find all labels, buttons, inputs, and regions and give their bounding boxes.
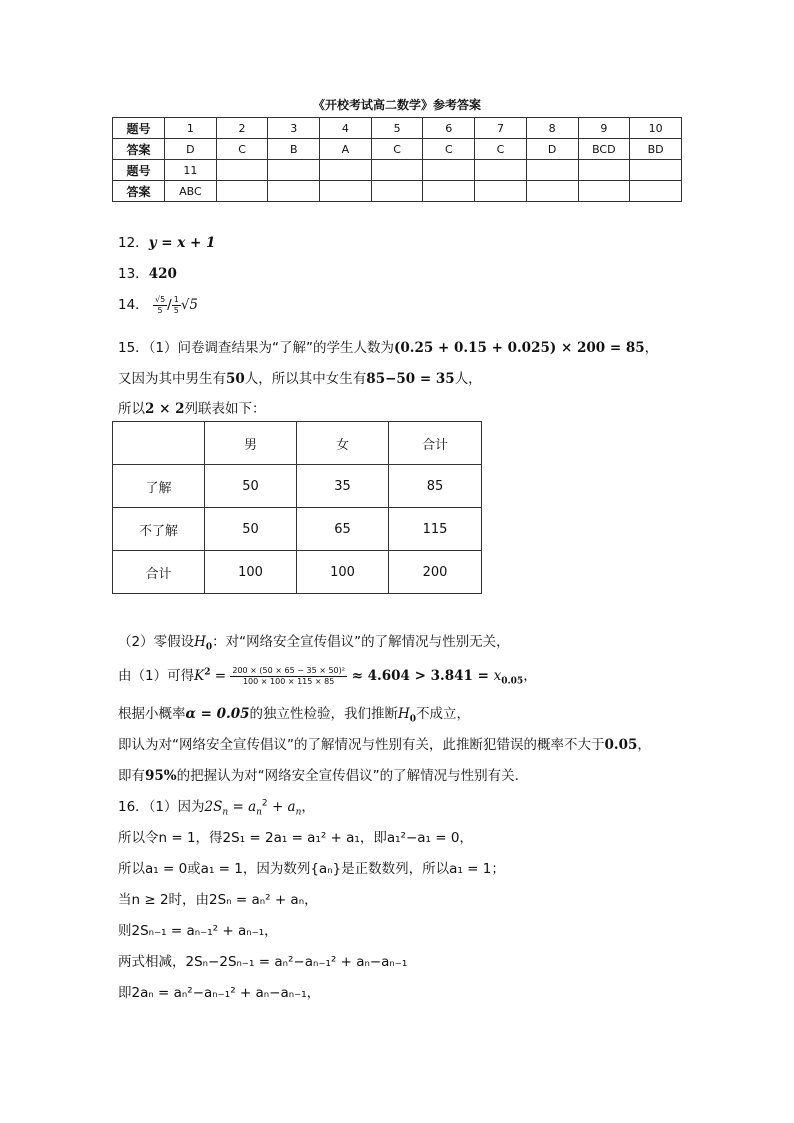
table-cell: 100 bbox=[297, 551, 389, 594]
fraction-denominator: 5 bbox=[173, 305, 179, 315]
math-expr: (0.25 + 0.15 + 0.025) × 200 = 85 bbox=[394, 340, 645, 356]
question-number: 7 bbox=[475, 118, 527, 139]
table-cell: 50 bbox=[205, 508, 297, 551]
row-label: 不了解 bbox=[113, 508, 205, 551]
answer-14-number: 14． bbox=[118, 297, 149, 313]
table-cell: 35 bbox=[297, 465, 389, 508]
answer-15-line-1 bbox=[118, 336, 658, 356]
math-expr: 85−50 = 35 bbox=[366, 371, 455, 387]
table-row bbox=[113, 465, 482, 508]
text-span: 的把握认为对“网络安全宣传倡议”的了解情况与性别有关. bbox=[176, 768, 519, 784]
answer-cell: D bbox=[165, 139, 217, 160]
math-expr: 95% bbox=[145, 768, 177, 784]
question-number: 11 bbox=[165, 160, 217, 181]
answer-cell: BD bbox=[630, 139, 682, 160]
row-label: 了解 bbox=[113, 465, 205, 508]
math-expr: 2 × 2 bbox=[145, 401, 185, 417]
math-symbol: H bbox=[194, 634, 206, 650]
table-cell: 100 bbox=[205, 551, 297, 594]
text-span: 列联表如下： bbox=[184, 401, 266, 417]
answer-cell: D bbox=[526, 139, 578, 160]
question-number bbox=[475, 160, 527, 181]
page-title: 《开校考试高二数学》参考答案 bbox=[312, 98, 481, 112]
answer-12 bbox=[118, 231, 215, 251]
answer-15-part-2-line-4 bbox=[118, 733, 651, 753]
answer-14-fraction-2 bbox=[172, 295, 181, 316]
contingency-table-header bbox=[113, 422, 482, 465]
answer-16-line-4: 当n ≥ 2时，由2Sₙ = aₙ² + aₙ， bbox=[118, 892, 318, 908]
math-subscript: 0 bbox=[205, 642, 213, 653]
answer-cell: A bbox=[320, 139, 372, 160]
question-number bbox=[526, 160, 578, 181]
question-number: 8 bbox=[526, 118, 578, 139]
header-cell: 女 bbox=[297, 422, 389, 465]
question-number bbox=[423, 160, 475, 181]
text-span: 16．（1）因为 bbox=[118, 799, 205, 815]
text-span: 不成立， bbox=[416, 706, 471, 722]
math-subscript: n bbox=[295, 807, 302, 818]
answer-14 bbox=[118, 293, 198, 316]
text-span: ， bbox=[523, 668, 537, 684]
answer-cell bbox=[578, 181, 630, 202]
answer-15-part-2-line-2 bbox=[118, 664, 537, 687]
math-expr: 50 bbox=[226, 371, 245, 387]
math-subscript: n bbox=[222, 807, 229, 818]
answer-cell: BCD bbox=[578, 139, 630, 160]
math-subscript: 0.05 bbox=[501, 676, 524, 687]
answer-table-answer-row-2 bbox=[113, 181, 682, 202]
answer-16-line-5: 则2Sₙ₋₁ = aₙ₋₁² + aₙ₋₁， bbox=[118, 923, 278, 939]
text-span: 根据小概率 bbox=[118, 706, 186, 722]
question-number bbox=[320, 160, 372, 181]
row-label: 题号 bbox=[113, 118, 165, 139]
answer-cell: C bbox=[475, 139, 527, 160]
fraction-numerator: 1 bbox=[173, 294, 179, 304]
text-span: 人，所以其中女生有 bbox=[244, 371, 367, 387]
question-number: 2 bbox=[216, 118, 268, 139]
answer-15-part-2-line-1 bbox=[118, 630, 510, 653]
answer-16-line-6: 两式相减，2Sₙ−2Sₙ₋₁ = aₙ²−aₙ₋₁² + aₙ−aₙ₋₁ bbox=[118, 954, 408, 970]
question-number: 6 bbox=[423, 118, 475, 139]
contingency-table bbox=[112, 421, 482, 594]
fraction-denominator: 100 × 100 × 115 × 85 bbox=[242, 676, 335, 686]
question-number: 3 bbox=[268, 118, 320, 139]
answer-16-line-3: 所以a₁ = 0或a₁ = 1，因为数列{aₙ}是正数数列，所以a₁ = 1； bbox=[118, 861, 505, 877]
question-number bbox=[630, 160, 682, 181]
text-span: 即有 bbox=[118, 768, 145, 784]
answer-cell bbox=[268, 181, 320, 202]
answer-15-part-2-line-3 bbox=[118, 702, 470, 725]
answer-cell: B bbox=[268, 139, 320, 160]
text-span: 人， bbox=[454, 371, 482, 387]
answer-cell bbox=[371, 181, 423, 202]
answer-14-fraction-1 bbox=[153, 295, 167, 316]
row-label: 题号 bbox=[113, 160, 165, 181]
answer-15-line-2 bbox=[118, 367, 482, 387]
answer-13-expr: 420 bbox=[148, 266, 177, 282]
question-number: 10 bbox=[630, 118, 682, 139]
text-span: 所以 bbox=[118, 401, 145, 417]
answer-14-tail: √5 bbox=[180, 297, 199, 313]
answer-cell bbox=[630, 181, 682, 202]
text-span: ， bbox=[644, 340, 659, 356]
answer-table-answer-row-1 bbox=[113, 139, 682, 160]
text-span: （2）零假设 bbox=[118, 634, 195, 650]
answer-cell: C bbox=[371, 139, 423, 160]
answer-table-number-row-2 bbox=[113, 160, 682, 181]
answer-cell: ABC bbox=[165, 181, 217, 202]
header-cell: 男 bbox=[205, 422, 297, 465]
table-cell: 85 bbox=[389, 465, 482, 508]
header-cell bbox=[113, 422, 205, 465]
math-expr: 0.05 bbox=[604, 737, 638, 753]
math-symbol: H bbox=[397, 706, 410, 722]
answer-13-number: 13． bbox=[118, 266, 149, 282]
answer-12-expr: y = x + 1 bbox=[148, 235, 216, 251]
row-label: 答案 bbox=[113, 139, 165, 160]
math-symbol: K bbox=[194, 668, 205, 684]
math-subscript: n bbox=[256, 807, 262, 818]
text-span: ：对“网络安全宣传倡议”的了解情况与性别无关， bbox=[212, 634, 510, 650]
answer-16-line-7: 即2aₙ = aₙ²−aₙ₋₁² + aₙ−aₙ₋₁， bbox=[118, 985, 321, 1001]
table-cell: 65 bbox=[297, 508, 389, 551]
row-label: 答案 bbox=[113, 181, 165, 202]
question-number: 9 bbox=[578, 118, 630, 139]
answer-15-line-3 bbox=[118, 397, 266, 417]
fraction-numerator: √5 bbox=[154, 294, 166, 304]
text-span: ， bbox=[637, 737, 651, 753]
math-superscript: 2 bbox=[261, 798, 268, 809]
question-number bbox=[216, 160, 268, 181]
question-number bbox=[578, 160, 630, 181]
answer-cell bbox=[423, 181, 475, 202]
answer-cell bbox=[475, 181, 527, 202]
math-superscript: 2 bbox=[204, 667, 211, 678]
text-span: ， bbox=[301, 799, 315, 815]
answer-cell bbox=[526, 181, 578, 202]
fraction-numerator: 200 × (50 × 65 − 35 × 50)² bbox=[232, 665, 345, 675]
fraction-denominator: 5 bbox=[157, 305, 163, 315]
table-cell: 50 bbox=[205, 465, 297, 508]
table-row bbox=[113, 551, 482, 594]
math-expr: + a bbox=[267, 799, 296, 815]
question-number bbox=[268, 160, 320, 181]
text-span: 15．（1）问卷调查结果为“了解”的学生人数为 bbox=[118, 340, 395, 356]
chi-square-fraction bbox=[230, 666, 347, 687]
header-cell: 合计 bbox=[389, 422, 482, 465]
answer-15-part-2-line-5 bbox=[118, 764, 519, 784]
question-number: 4 bbox=[320, 118, 372, 139]
question-number bbox=[371, 160, 423, 181]
answer-16-line-1 bbox=[118, 795, 315, 818]
answer-cell: C bbox=[216, 139, 268, 160]
text-span: 由（1）可得 bbox=[118, 668, 195, 684]
answer-cell: C bbox=[423, 139, 475, 160]
table-row bbox=[113, 508, 482, 551]
answer-12-number: 12． bbox=[118, 235, 149, 251]
answer-14-separator: / bbox=[167, 297, 172, 313]
math-subscript: 0 bbox=[409, 714, 417, 725]
question-number: 1 bbox=[165, 118, 217, 139]
math-expr: 2S bbox=[204, 799, 223, 815]
text-span: 又因为其中男生有 bbox=[118, 371, 226, 387]
table-cell: 115 bbox=[389, 508, 482, 551]
math-expr: = a bbox=[228, 799, 257, 815]
math-symbol: x bbox=[493, 668, 502, 684]
row-label: 合计 bbox=[113, 551, 205, 594]
text-span: 即认为对“网络安全宣传倡议”的了解情况与性别有关，此推断犯错误的概率不大于 bbox=[118, 737, 605, 753]
answer-16-line-2: 所以令n = 1，得2S₁ = 2a₁ = a₁² + a₁，即a₁²−a₁ = 0， bbox=[118, 830, 473, 846]
answer-table-number-row-1 bbox=[113, 118, 682, 139]
text-span: 的独立性检验，我们推断 bbox=[249, 706, 398, 722]
answer-cell bbox=[216, 181, 268, 202]
math-expr: α = 0.05 bbox=[185, 706, 250, 722]
answer-13 bbox=[118, 262, 177, 282]
question-number: 5 bbox=[371, 118, 423, 139]
text-span: = bbox=[210, 668, 231, 684]
math-expr: ≈ 4.604 > 3.841 = bbox=[346, 668, 494, 684]
table-cell: 200 bbox=[389, 551, 482, 594]
answer-table bbox=[112, 117, 682, 202]
answer-cell bbox=[320, 181, 372, 202]
